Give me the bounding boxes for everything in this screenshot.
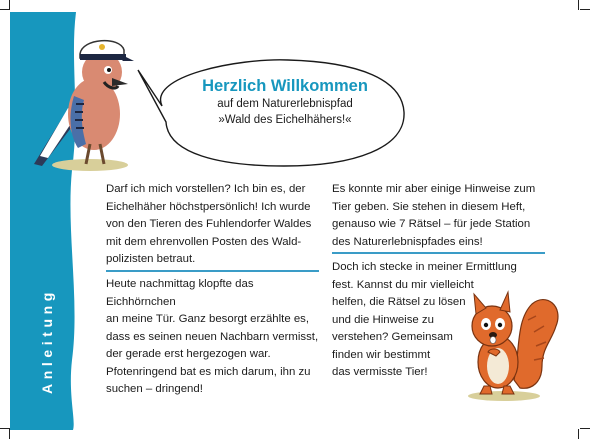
text-line: polizisten betraut.: [106, 253, 196, 265]
trail-name: »Wald des Eichelhähers!«: [218, 114, 352, 126]
text-line: Darf ich mich vorstellen? Ich bin es, der: [106, 183, 306, 195]
text-line: Doch ich stecke in meiner Ermittlung: [332, 261, 517, 273]
text-line: mit dem ehrenvollen Posten des Wald-: [106, 235, 302, 248]
text-line: von den Tieren des Fuhlendorfer Waldes: [106, 218, 312, 230]
text-line: finden wir bestimmt: [332, 348, 431, 361]
text-line: der gerade erst hergezogen war.: [106, 348, 271, 360]
text-line: des Naturerlebnispfades eins!: [332, 235, 483, 248]
hints-paragraph: [332, 181, 552, 251]
text-line: Tier geben. Sie stehen in diesem Heft,: [332, 200, 526, 213]
crop-mark: [580, 428, 590, 429]
text-line: dass es seinen neuen Nachbarn vermisst,: [106, 330, 319, 343]
crop-mark: [578, 429, 579, 439]
text-line: suchen – dringend!: [106, 383, 203, 395]
section-divider: [332, 252, 545, 254]
crop-mark: [578, 0, 579, 10]
text-line: Pfotenringend bat es mich darum, ihn zu: [106, 365, 311, 378]
welcome-subtitle: auf dem Naturerlebnispfad: [217, 98, 353, 110]
text-line: Eichelhäher höchstpersönlich! Ich wurde: [106, 200, 311, 213]
text-line: verstehen? Gemeinsam: [332, 331, 453, 343]
text-line: helfen, die Rätsel zu lösen: [332, 296, 466, 308]
text-line: und die Hinweise zu: [332, 313, 434, 326]
text-line: das vermisste Tier!: [332, 366, 428, 378]
welcome-title: Herzlich Willkommen: [202, 77, 368, 95]
squirrel-illustration: [456, 290, 566, 402]
text-line: genauso wie 7 Rätsel – für jede Station: [332, 218, 531, 230]
section-divider: [106, 270, 319, 272]
jay-bird-illustration: [28, 24, 136, 174]
speech-bubble-text: [162, 76, 408, 128]
crop-mark: [580, 9, 590, 10]
text-line: Heute nachmittag klopfte das Eichhörnchen: [106, 278, 254, 308]
text-line: fest. Kannst du mir vielleicht: [332, 278, 474, 291]
intro-paragraph: [106, 181, 322, 269]
story-paragraph: [106, 276, 322, 399]
text-line: Es konnte mir aber einige Hinweise zum: [332, 183, 536, 195]
text-line: an meine Tür. Ganz besorgt erzählte es,: [106, 313, 310, 325]
sidebar-label: Anleitung: [39, 288, 55, 394]
